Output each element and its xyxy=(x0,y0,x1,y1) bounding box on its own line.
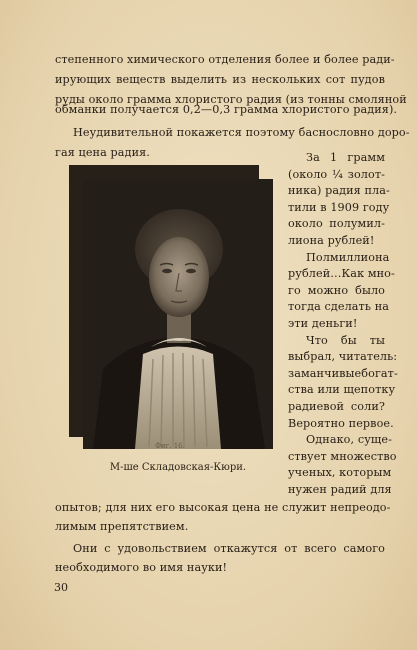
side-text-line: тогда сделать на xyxy=(288,300,390,314)
side-text-line: ученых, которым xyxy=(288,466,392,480)
side-text-line: ника) радия пла- xyxy=(288,184,390,198)
text-line: обманки получается 0,2—0,3 грамма хлористого радия). xyxy=(55,103,398,116)
side-text-line: около полумил- xyxy=(288,217,385,231)
text-line: Неудивительной покажется поэтому баснословно доро- xyxy=(73,126,410,139)
side-text-line: тили в 1909 году xyxy=(288,200,390,214)
text-line: гая цена радия. xyxy=(55,146,150,159)
side-text-line: заманчивыебогат- xyxy=(288,366,398,380)
side-text-line: го можно было xyxy=(288,283,385,297)
text-line: руды около грамма хлористого радия (из тонны смоляной xyxy=(55,93,407,106)
side-text-line: Что бы ты xyxy=(306,333,385,347)
figure-caption: М-ше Складовская-Кюри. xyxy=(109,462,247,473)
side-text-line: эти деньги! xyxy=(288,317,358,330)
side-text-line: радиевой соли? xyxy=(288,400,385,413)
side-text-line: ствует множество xyxy=(288,449,397,463)
page-number: 30 xyxy=(54,581,68,594)
figure-label: Фиг. 16. xyxy=(155,442,185,450)
side-text-line: ства или щепотку xyxy=(288,383,396,397)
side-text-line: (около ¼ золот- xyxy=(288,167,385,181)
side-text-line: Полмиллиона xyxy=(306,250,390,264)
side-text-line: Однако, суще- xyxy=(306,433,392,447)
text-line: лимым препятствием. xyxy=(55,520,189,533)
text-line: ирующих веществ выделить из нескольких сот пудов xyxy=(55,73,385,86)
side-text-line: Вероятно первое. xyxy=(288,416,394,430)
text-line: необходимого во имя науки! xyxy=(55,561,228,574)
side-text-line: лиона рублей! xyxy=(288,234,375,247)
portrait-photo xyxy=(83,179,273,449)
side-text-line: нужен радий для xyxy=(288,483,392,496)
text-line: степенного химического отделения более и более ради- xyxy=(55,53,395,66)
text-line: опытов; для них его высокая цена не служит непреодо- xyxy=(55,501,391,514)
text-line: Они с удовольствием откажутся от всего самого xyxy=(73,542,385,555)
side-text-line: За 1 грамм xyxy=(306,151,385,164)
side-text-line: рублей…Как мно- xyxy=(288,267,395,281)
side-text-line: выбрал, читатель: xyxy=(288,350,398,364)
